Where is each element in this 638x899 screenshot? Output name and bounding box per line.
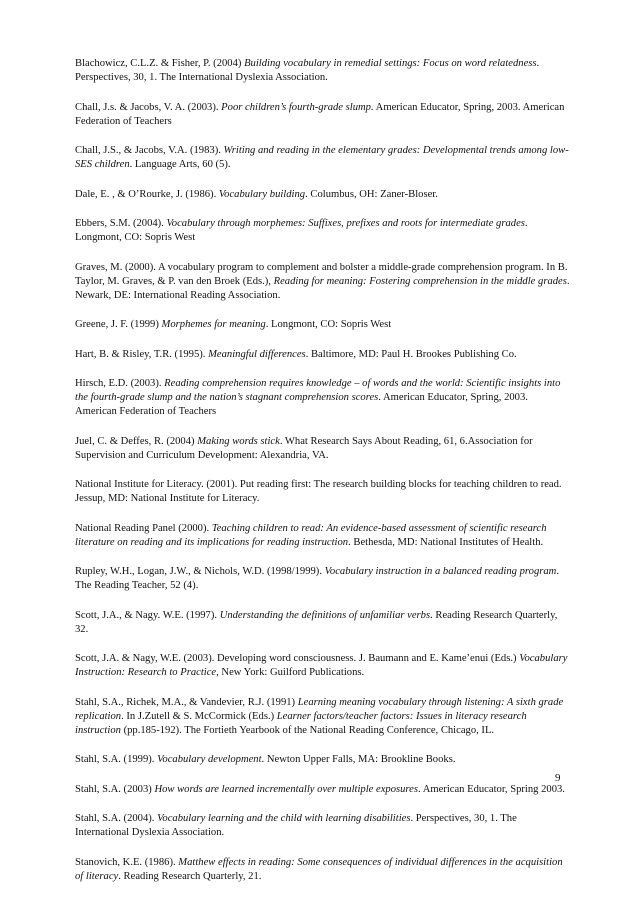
- reference-text: . What Research Says About Reading, 61, 6.Association for Supervision and Curriculum Development: Alexandria, VA.: [75, 435, 533, 461]
- reference-entry: [75, 318, 570, 332]
- reference-text: Stahl, S.A. (2003): [75, 783, 155, 795]
- reference-text: Chall, J.S., & Jacobs, V.A. (1983).: [75, 145, 224, 156]
- reference-entry: [75, 101, 570, 129]
- reference-text: . American Educator, Spring, 2003. American Federation of Teachers: [75, 392, 528, 417]
- reference-text: (pp.185-192). The Fortieth Yearbook of the National Reading Conference, Chicago, IL.: [120, 724, 495, 736]
- page-number: 9: [555, 772, 561, 784]
- reference-text: Stahl, S.A. (2004).: [75, 813, 158, 824]
- reference-entry: [75, 609, 570, 637]
- reference-text: Ebbers, S.M. (2004).: [75, 218, 167, 229]
- reference-title: Matthew effects in reading: Some consequences of individual differences in the acquisition of literacy: [75, 856, 563, 882]
- reference-entry: [75, 144, 570, 172]
- reference-text: Scott, J.A. & Nagy, W.E. (2003). Developing word consciousness. J. Baumann and E. Kame’enui (Eds.): [75, 653, 520, 664]
- reference-text: Rupley, W.H., Logan, J.W., & Nichols, W.D. (1998/1999).: [75, 566, 325, 577]
- reference-entry: [75, 348, 570, 362]
- reference-text: New York: Guilford Publications.: [218, 667, 365, 678]
- reference-text: . Reading Research Quarterly, 21.: [118, 870, 262, 882]
- reference-title: Vocabulary development: [157, 754, 262, 765]
- reference-text: . Language Arts, 60 (5).: [129, 159, 231, 170]
- reference-text: . Perspectives, 30, 1. The International Dyslexia Association.: [75, 813, 517, 838]
- reference-list: [75, 57, 570, 899]
- reference-entry: [75, 812, 570, 840]
- reference-text: . Bethesda, MD: National Institutes of Health.: [348, 536, 544, 548]
- reference-title: Learning meaning vocabulary through listening: A sixth grade replication: [75, 696, 564, 722]
- reference-text: . Newton Upper Falls, MA: Brookline Books.: [261, 754, 456, 765]
- reference-title: Poor children’s fourth-grade slump.: [221, 101, 374, 113]
- reference-entry: [75, 377, 570, 419]
- reference-text: . American Educator, Spring 2003.: [417, 783, 565, 795]
- reference-title: Vocabulary instruction in a balanced reading program: [324, 566, 557, 577]
- reference-text: . The Reading Teacher, 52 (4).: [75, 566, 559, 591]
- reference-entry: [75, 478, 570, 506]
- reference-text: Greene, J. F. (1999): [75, 319, 162, 330]
- reference-entry: [75, 217, 570, 245]
- reference-text: . Baltimore, MD: Paul H. Brookes Publishing Co.: [305, 348, 517, 360]
- reference-entry: [75, 696, 570, 738]
- reference-title: Morphemes for meaning: [161, 319, 266, 330]
- reference-text: Hirsch, E.D. (2003).: [75, 378, 165, 389]
- reference-title: Teaching children to read: An evidence-based assessment of scientific research literature on reading and its implications for reading instruction: [75, 522, 547, 548]
- reference-text: Stahl, S.A., Richek, M.A., & Vandevier, R.J. (1991): [75, 696, 298, 708]
- reference-entry: [75, 522, 570, 550]
- reference-text: Graves, M. (2000). A vocabulary program to complement and bolster a middle-grade comprehension program. In B. Taylor, M. Graves, & P. van den Broek (Eds.),: [75, 261, 568, 287]
- reference-entry: [75, 753, 570, 767]
- reference-text: National Institute for Literacy. (2001). Put reading first: The research building blocks for teaching children to read. Jessup, MD: National Institute for Literacy.: [75, 479, 562, 504]
- reference-text: . Columbus, OH: Zaner-Bloser.: [305, 188, 438, 200]
- reference-text: Juel, C. & Deffes, R. (2004): [75, 435, 198, 447]
- reference-text: Chall, J.s. & Jacobs, V. A. (2003).: [75, 101, 222, 113]
- reference-text: . In J.Zutell & S. McCormick (Eds.): [121, 710, 277, 722]
- reference-text: . Perspectives, 30, 1. The International Dyslexia Association.: [75, 58, 540, 83]
- reference-title: Making words stick: [197, 435, 280, 447]
- reference-title: Reading for meaning: Fostering comprehension in the middle grades: [273, 275, 567, 287]
- reference-text: Hart, B. & Risley, T.R. (1995).: [75, 348, 209, 360]
- reference-entry: [75, 188, 570, 202]
- reference-text: Stahl, S.A. (1999).: [75, 754, 158, 765]
- reference-title: Meaningful differences: [208, 348, 306, 360]
- reference-title: Writing and reading in the elementary grades: Developmental trends among low-SES children: [75, 145, 569, 170]
- reference-text: . Newark, DE: International Reading Association.: [75, 275, 570, 301]
- reference-text: Blachowicz, C.L.Z. & Fisher, P. (2004): [75, 58, 245, 69]
- reference-entry: [75, 856, 570, 884]
- reference-title: Building vocabulary in remedial settings: Focus on word relatedness: [244, 58, 537, 69]
- reference-entry: [75, 783, 570, 797]
- reference-title: How words are learned incrementally over multiple exposures: [154, 783, 418, 795]
- reference-entry: [75, 57, 570, 85]
- reference-entry: [75, 565, 570, 593]
- reference-text: . Longmont, CO: Sopris West: [75, 218, 528, 243]
- reference-title: Vocabulary building: [218, 188, 306, 200]
- reference-text: National Reading Panel (2000).: [75, 522, 212, 534]
- reference-text: . Reading Research Quarterly, 32.: [75, 609, 558, 635]
- reference-title: Vocabulary Instruction: Research to Practice,: [75, 653, 568, 678]
- reference-entry: [75, 652, 570, 680]
- reference-title: Reading comprehension requires knowledge – of words and the world: Scientific insights into the fourth-grade slump and the nation’s stagnant comprehension scores: [75, 378, 561, 403]
- reference-text: American Educator, Spring, 2003. American Federation of Teachers: [75, 101, 565, 127]
- reference-text: Scott, J.A., & Nagy. W.E. (1997).: [75, 609, 220, 621]
- reference-title: Understanding the definitions of unfamiliar verbs: [219, 609, 431, 621]
- reference-text: Stanovich, K.E. (1986).: [75, 856, 179, 868]
- reference-title: Vocabulary through morphemes: Suffixes, prefixes and roots for intermediate grades: [166, 218, 525, 229]
- reference-text: . Longmont, CO: Sopris West: [265, 319, 392, 330]
- reference-text: Dale, E. , & O’Rourke, J. (1986).: [75, 188, 219, 200]
- reference-entry: [75, 435, 570, 463]
- reference-title: Learner factors/teacher factors: Issues in literacy research instruction: [75, 710, 527, 736]
- reference-title: Vocabulary learning and the child with learning disabilities: [157, 813, 411, 824]
- reference-entry: [75, 261, 570, 303]
